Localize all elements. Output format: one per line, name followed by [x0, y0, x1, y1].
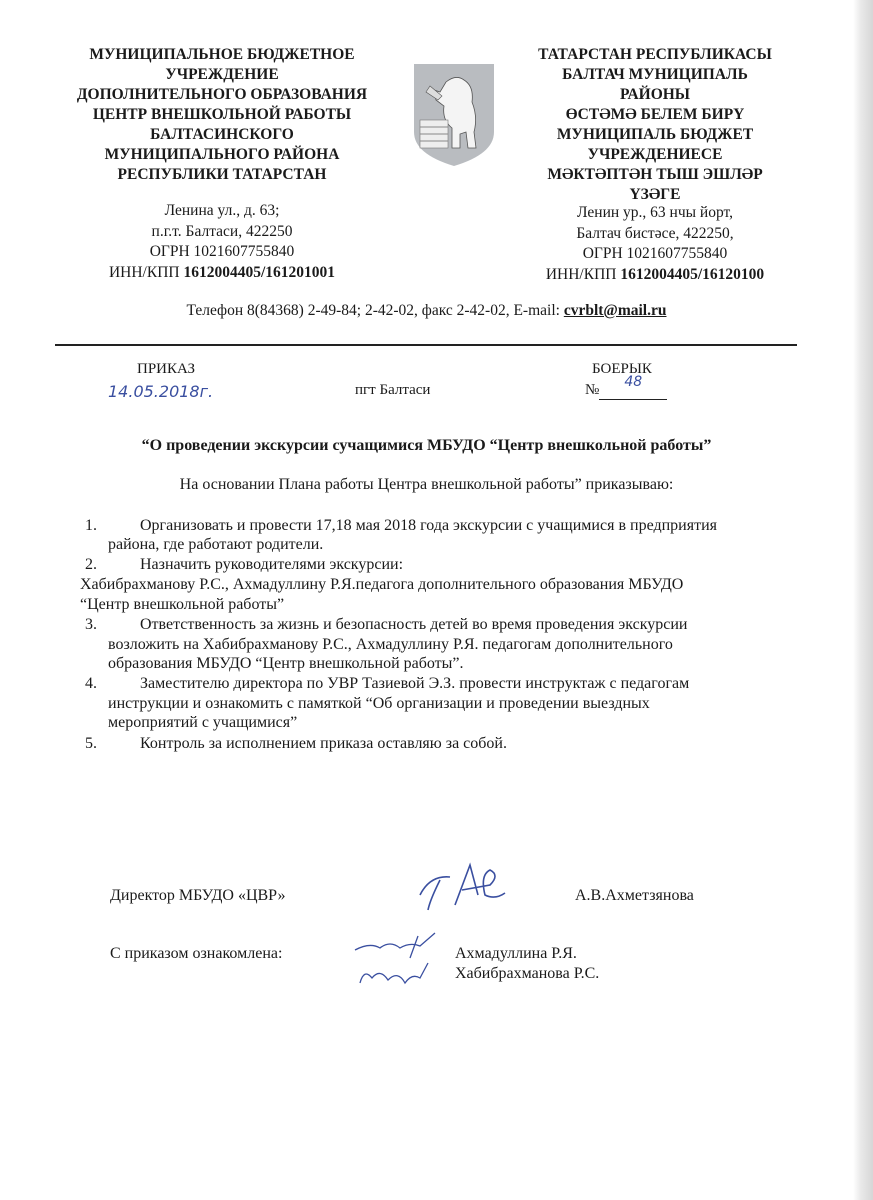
coat-of-arms-emblem — [412, 62, 496, 168]
inn — [490, 265, 820, 286]
org-line: ЦЕНТР ВНЕШКОЛЬНОЙ РАБОТЫ — [92, 106, 352, 123]
org-line: ДОПОЛНИТЕЛЬНОГО ОБРАЗОВАНИЯ — [76, 86, 368, 103]
item-text: Контроль за исполнением приказа оставляю за собой. — [140, 735, 507, 752]
acknowledged-name: Ахмадуллина Р.Я. — [455, 945, 577, 962]
item-number: 4. — [85, 675, 97, 692]
acknowledged-name: Хабибрахманова Р.С. — [455, 965, 600, 982]
header-right-org — [490, 45, 820, 205]
item-text: возложить на Хабибрахманову Р.С., Ахмадуллину Р.Я. педагогам дополнительного — [108, 636, 673, 653]
order-label: ПРИКАЗ — [137, 361, 195, 377]
item-text: Хабибрахманову Р.С., Ахмадуллину Р.Я.педагога дополнительного образования МБУДО — [80, 576, 684, 593]
document-title: “О проведении экскурсии сучащимися МБУДО “Центр внешкольной работы” — [141, 437, 712, 454]
org-line: БАЛТАЧ МУНИЦИПАЛЬ — [562, 66, 748, 83]
order-number — [585, 374, 667, 400]
intro-text: На основании Плана работы Центра внешкольной работы” приказываю: — [179, 476, 674, 493]
header-right-address — [490, 203, 820, 285]
org-line: УЧРЕЖДЕНИЕ — [165, 66, 279, 83]
org-line: ӨСТӘМӘ БЕЛЕМ БИРҮ — [565, 106, 745, 123]
item-number: 1. — [85, 517, 97, 534]
address: Ленина ул., д. 63; — [164, 202, 280, 219]
acknowledgement-signatures — [350, 928, 445, 993]
item-text: Организовать и провести 17,18 мая 2018 года экскурсии с учащимися в предприятия — [140, 517, 717, 534]
director-signature — [410, 855, 520, 920]
org-line: БАЛТАСИНСКОГО — [150, 126, 294, 143]
city: п.г.т. Балтаси, 422250 — [151, 222, 293, 240]
item-number: 5. — [85, 735, 97, 752]
item-text: мероприятий с учащимися” — [108, 714, 298, 731]
ogrn: ОГРН 1021607755840 — [582, 245, 728, 262]
org-line: РАЙОНЫ — [619, 86, 691, 103]
org-line: МУНИЦИПАЛЬНОЕ БЮДЖЕТНОЕ — [89, 46, 355, 63]
item-text: образования МБУДО “Центр внешкольной работы”. — [108, 655, 464, 672]
item-text: района, где работают родители. — [108, 536, 324, 553]
header-left-org — [52, 45, 392, 185]
inn-value: 1612004405/161201001 — [183, 263, 336, 281]
inn-label: ИНН/КПП — [545, 265, 621, 283]
inn — [52, 263, 392, 284]
item-text: “Центр внешкольной работы” — [80, 596, 285, 613]
item-number: 3. — [85, 616, 97, 633]
acknowledged-label: С приказом ознакомлена: — [110, 945, 283, 962]
order-date: 14.05.2018г. — [108, 382, 214, 401]
header-divider — [55, 344, 797, 346]
address: Ленин ур., 63 нчы йорт, — [577, 204, 733, 221]
org-line: ТАТАРСТАН РЕСПУБЛИКАСЫ — [538, 46, 772, 63]
org-line: РЕСПУБЛИКИ ТАТАРСТАН — [117, 166, 327, 183]
scan-edge — [853, 0, 873, 1200]
order-place: пгт Балтаси — [355, 382, 431, 398]
contacts-line — [0, 302, 853, 320]
signatory-role: Директор МБУДО «ЦВР» — [110, 887, 286, 904]
email-link[interactable]: cvrblt@mail.ru — [563, 302, 667, 319]
number-sign: № — [585, 382, 600, 398]
item-text: инструкции и ознакомить с памяткой “Об организации и проведении выездных — [108, 695, 650, 712]
order-label-tatar: БОЕРЫК — [592, 361, 652, 377]
item-text: Назначить руководителями экскурсии: — [140, 556, 404, 573]
inn-label: ИНН/КПП — [108, 263, 184, 281]
item-text: Ответственность за жизнь и безопасность детей во время проведения экскурсии — [140, 616, 688, 633]
item-number: 2. — [85, 556, 97, 573]
org-line: УЧРЕЖДЕНИЕСЕ — [587, 146, 723, 163]
contacts-text: Телефон 8(84368) 2-49-84; 2-42-02, факс 2-42-02, E-mail: — [186, 302, 564, 319]
ogrn: ОГРН 1021607755840 — [149, 243, 295, 260]
order-number-value: 48 — [624, 374, 643, 390]
org-line: МУНИЦИПАЛЬ БЮДЖЕТ — [556, 126, 754, 143]
city: Балтач бистәсе, 422250, — [576, 224, 734, 242]
org-line: МӘКТӘПТӘН ТЫШ ЭШЛӘР — [547, 166, 763, 183]
inn-value: 1612004405/16120100 — [620, 265, 765, 283]
item-text: Заместителю директора по УВР Тазиевой Э.З. провести инструктаж с педагогам — [140, 675, 690, 692]
org-line: МУНИЦИПАЛЬНОГО РАЙОНА — [104, 146, 340, 163]
header-left-address — [52, 201, 392, 283]
signatory-name: А.В.Ахметзянова — [575, 887, 694, 904]
org-line: ҮЗӘГЕ — [629, 186, 681, 203]
